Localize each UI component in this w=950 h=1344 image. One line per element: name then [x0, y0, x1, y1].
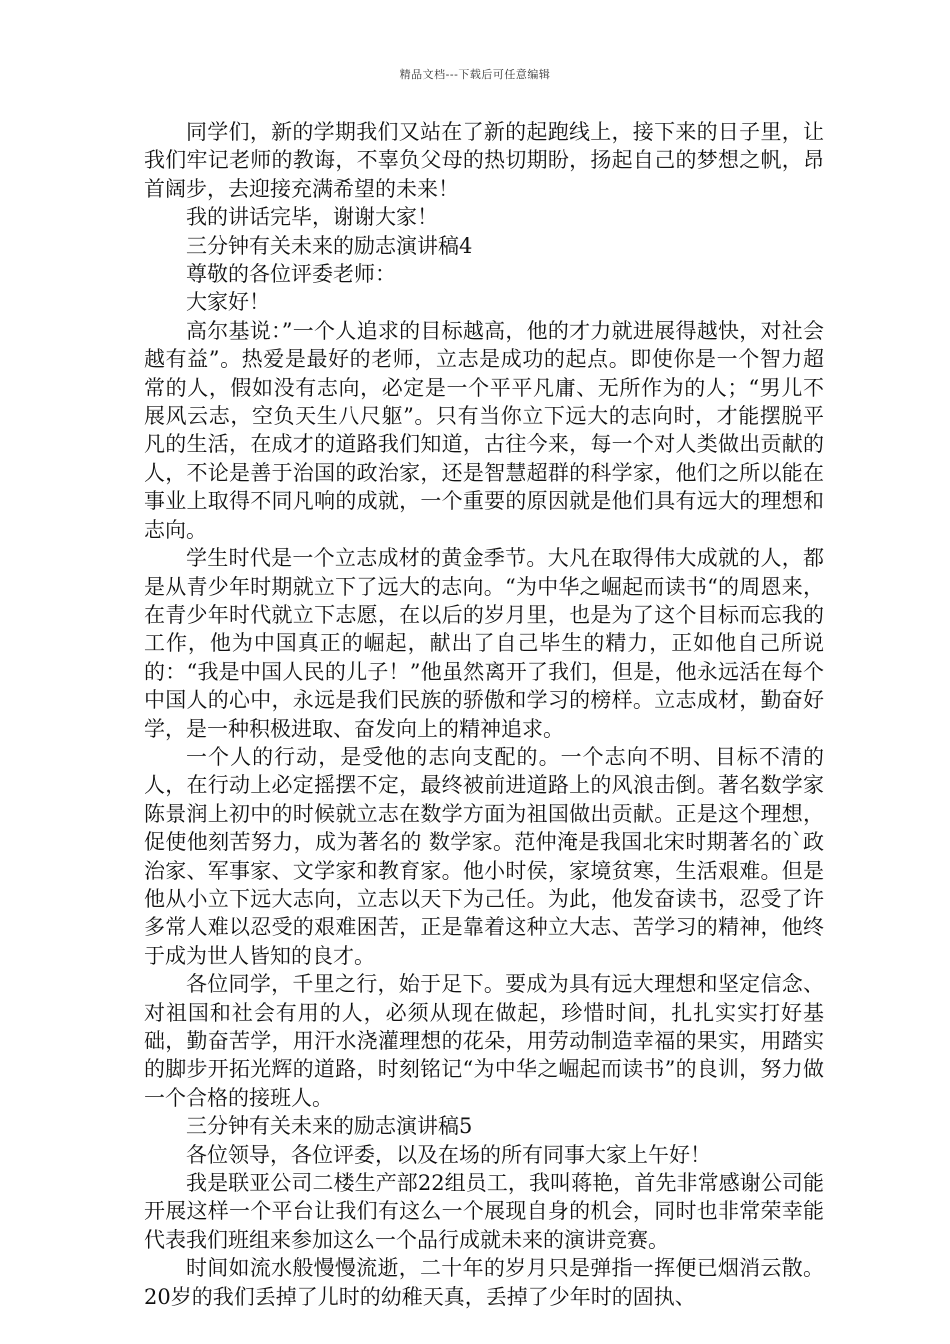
- paragraph-salutation-judges: 尊敬的各位评委老师：: [186, 262, 396, 287]
- paragraph-time-passing: 时间如流水般慢慢流逝，二十年的岁月只是弹指一挥便已烟消云散。20岁的我们丢掉了儿时的幼稚天真，丢掉了少年时的固执、: [144, 1256, 824, 1309]
- document-body: [144, 118, 824, 1311]
- paragraph-closing-wishes: 同学们，新的学期我们又站在了新的起跑线上，接下来的日子里，让我们牢记老师的教诲，不辜负父母的热切期盼，扬起自己的梦想之帆，昂首阔步，去迎接充满希望的未来！: [144, 120, 824, 201]
- page-header: 精品文档---下载后可任意编辑: [399, 68, 551, 81]
- paragraph-self-introduction: 我是联亚公司二楼生产部22组员工，我叫蒋艳，首先非常感谢公司能开展这样一个平台让我们有这么一个展现自身的机会，同时也非常荣幸能代表我们班组来参加这么一个品行成就未来的演讲竞赛。: [144, 1171, 824, 1252]
- paragraph-speech-end: 我的讲话完毕，谢谢大家！: [186, 205, 438, 230]
- paragraph-student-era: 学生时代是一个立志成材的黄金季节。大凡在取得伟大成就的人，都是从青少年时期就立下了远大的志向。“为中华之崛起而读书“的周恩来，在青少年时代就立下志愿，在以后的岁月里，也是为了这个目标而忘我的工作，他为中国真正的崛起，献出了自己毕生的精力，正如他自己所说的：“我是中国人民的儿子！”他虽然离开了我们，但是，他永远活在每个中国人的心中，永远是我们民族的骄傲和学习的榜样。立志成材，勤奋好学，是一种积极进取、奋发向上的精神追求。: [144, 546, 824, 741]
- paragraph-call-to-action: 各位同学，千里之行，始于足下。要成为具有远大理想和坚定信念、对祖国和社会有用的人，必须从现在做起，珍惜时间，扎扎实实打好基础，勤奋苦学，用汗水浇灌理想的花朵，用劳动制造幸福的果实，用踏实的脚步开拓光辉的道路，时刻铭记“为中华之崛起而读书”的良训，努力做一个合格的接班人。: [144, 972, 824, 1110]
- section-title-speech-4: 三分钟有关未来的励志演讲稿4: [186, 233, 473, 258]
- section-title-speech-5: 三分钟有关未来的励志演讲稿5: [186, 1114, 473, 1139]
- paragraph-actions-and-ambition: 一个人的行动，是受他的志向支配的。一个志向不明、目标不清的人，在行动上必定摇摆不定，最终被前进道路上的风浪击倒。著名数学家陈景润上初中的时候就立志在数学方面为祖国做出贡献。正是这个理想，促使他刻苦努力，成为著名的 数学家。范仲淹是我国北宋时期著名的`政治家、军事家、文学家和教育家。他小时侯，家境贫寒，生活艰难。但是他从小立下远大志向，立志以天下为己任。为此，他发奋读书，忍受了许多常人难以忍受的艰难困苦，正是靠着这种立大志、苦学习的精神，他终于成为世人皆知的良才。: [144, 744, 824, 968]
- paragraph-audience-greeting: 各位领导，各位评委，以及在场的所有同事大家上午好！: [186, 1142, 711, 1167]
- paragraph-gorky-quote: 高尔基说：”一个人追求的目标越高，他的才力就进展得越快，对社会越有益”。热爱是最好的老师，立志是成功的起点。即使你是一个智力超常的人，假如没有志向，必定是一个平平凡庸、无所作为的人；“男儿不展风云志，空负天生八尺躯”。只有当你立下远大的志向时，才能摆脱平凡的生活，在成才的道路我们知道，古往今来，每一个对人类做出贡献的人，不论是善于治国的政治家，还是智慧超群的科学家，他们之所以能在事业上取得不同凡响的成就，一个重要的原因就是他们具有远大的理想和志向。: [144, 318, 824, 542]
- paragraph-greeting: 大家好！: [186, 290, 270, 315]
